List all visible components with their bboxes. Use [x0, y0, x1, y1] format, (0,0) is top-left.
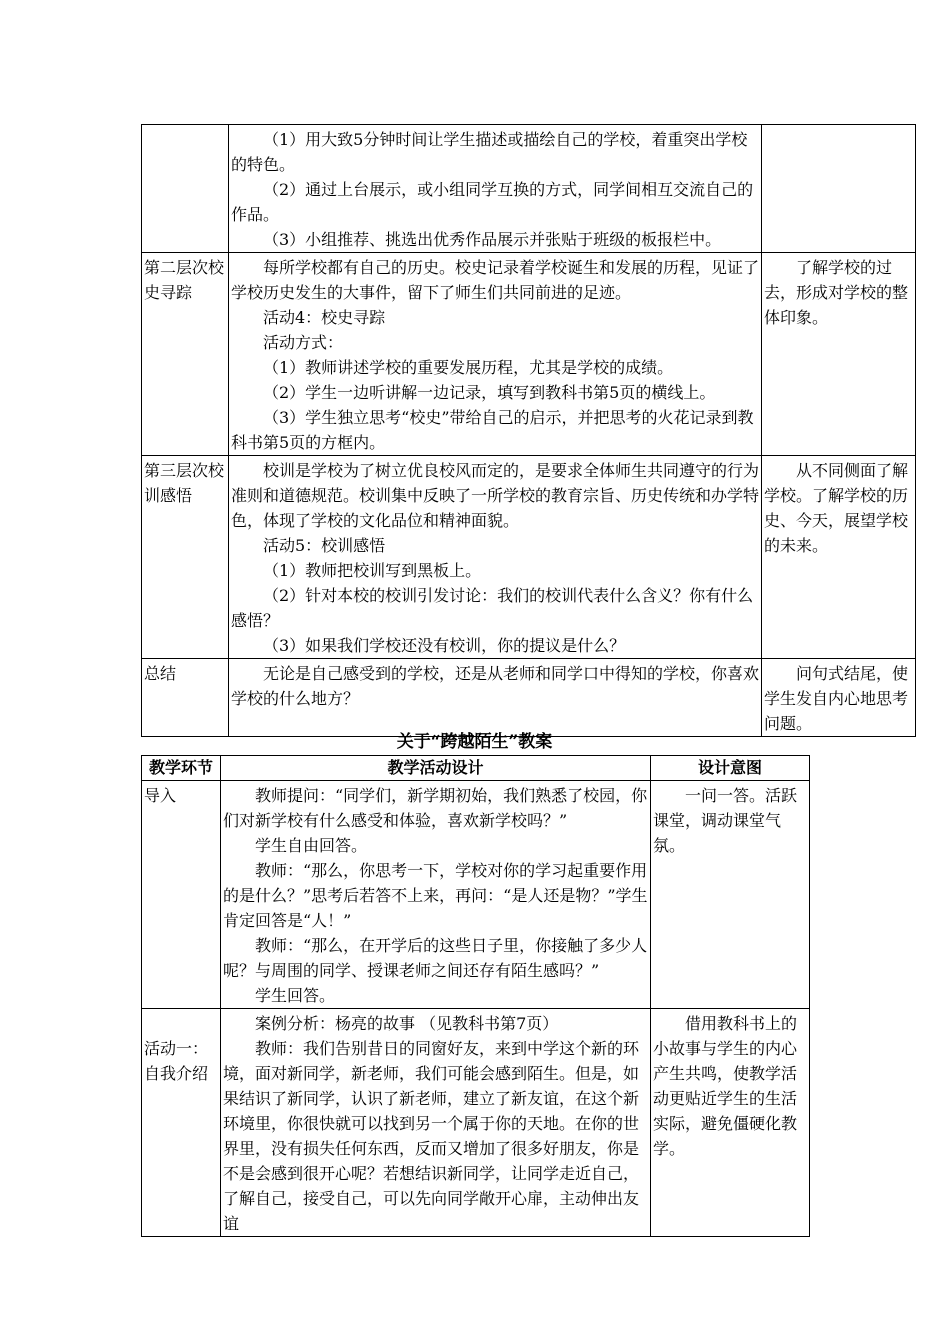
table-row [142, 659, 916, 737]
stage-cell: 第三层次校训感悟 [142, 456, 229, 659]
document-title: 关于“跨越陌生”教案 [396, 732, 553, 752]
activity-paragraph: 活动方式： [263, 333, 344, 352]
activity-paragraph: （1）教师讲述学校的重要发展历程，尤其是学校的成绩。 [263, 358, 674, 377]
activity-cell [221, 781, 651, 1009]
intent-cell: 从不同侧面了解学校。了解学校的历史、今天，展望学校的未来。 [762, 456, 916, 659]
column-header-stage: 教学环节 [142, 756, 221, 781]
activity-paragraph: 活动5：校训感悟 [263, 536, 386, 555]
intent-cell: 问句式结尾，使学生发自内心地思考问题。 [762, 659, 916, 737]
table-row [142, 1009, 810, 1237]
activity-paragraph: 教师：“那么，在开学后的这些日子里，你接触了多少人呢？与周围的同学、授课老师之间还存有陌生感吗？” [223, 936, 648, 980]
stage-cell: 导入 [142, 781, 221, 1009]
table-row [142, 781, 810, 1009]
table-row [142, 253, 916, 456]
activity-paragraph: 无论是自己感受到的学校，还是从老师和同学口中得知的学校，你喜欢学校的什么地方？ [231, 664, 760, 708]
activity-paragraph: 教师：我们告别昔日的同窗好友，来到中学这个新的环境，面对新同学，新老师，我们可能会感到陌生。但是，如果结识了新同学，认识了新老师，建立了新友谊，在这个新环境里，你很快就可以找到另一个属于你的天地。在你的世界里，没有损失任何东西，反而又增加了很多好朋友，你是不是会感到很开心呢？若想结识新同学，让同学走近自己，了解自己，接受自己，可以先向同学敞开心扉，主动伸出友谊 [223, 1039, 640, 1233]
lesson-table-continued [141, 124, 916, 737]
activity-paragraph: （3）如果我们学校还没有校训，你的提议是什么？ [263, 636, 626, 655]
activity-cell [229, 125, 762, 253]
activity-paragraph: 教师提问：“同学们，新学期初始，我们熟悉了校园，你们对新学校有什么感受和体验，喜欢新学校吗？” [223, 786, 648, 830]
stage-cell: 第二层次校史寻踪 [142, 253, 229, 456]
stage-cell: 总结 [142, 659, 229, 737]
column-header-activity: 教学活动设计 [221, 756, 651, 781]
activity-paragraph: 学生自由回答。 [255, 836, 368, 855]
activity-paragraph: （2）针对本校的校训引发讨论：我们的校训代表什么含义？你有什么感悟？ [231, 586, 754, 630]
activity-paragraph: 案例分析：杨亮的故事 （见教科书第7页） [255, 1014, 559, 1033]
intent-cell: 借用教科书上的小故事与学生的内心产生共鸣，使教学活动更贴近学生的生活实际，避免僵硬化教学。 [651, 1009, 810, 1237]
activity-cell [221, 1009, 651, 1237]
intent-cell: 一问一答。活跃课堂，调动课堂气氛。 [651, 781, 810, 1009]
stage-cell [142, 125, 229, 253]
activity-paragraph: （2）通过上台展示，或小组同学互换的方式，同学间相互交流自己的作品。 [231, 180, 754, 224]
intent-cell: 了解学校的过去，形成对学校的整体印象。 [762, 253, 916, 456]
activity-cell [229, 659, 762, 737]
column-header-intent: 设计意图 [651, 756, 810, 781]
table-row [142, 456, 916, 659]
activity-paragraph: 活动4：校史寻踪 [263, 308, 386, 327]
activity-paragraph: （3）学生独立思考“校史”带给自己的启示，并把思考的火花记录到教科书第5页的方框内。 [231, 408, 754, 452]
intent-cell [762, 125, 916, 253]
activity-paragraph: 学生回答。 [255, 986, 336, 1005]
table-row [142, 125, 916, 253]
table-header-row [142, 756, 810, 781]
activity-paragraph: 校训是学校为了树立优良校风而定的，是要求全体师生共同遵守的行为准则和道德规范。校训集中反映了一所学校的教育宗旨、历史传统和办学特色，体现了学校的文化品位和精神面貌。 [231, 461, 760, 530]
activity-paragraph: 每所学校都有自己的历史。校史记录着学校诞生和发展的历程，见证了学校历史发生的大事件，留下了师生们共同前进的足迹。 [231, 258, 760, 302]
lesson-plan-table [141, 755, 810, 1237]
activity-cell [229, 253, 762, 456]
activity-cell [229, 456, 762, 659]
stage-cell: 活动一：自我介绍 [142, 1009, 221, 1237]
activity-paragraph: （3）小组推荐、挑选出优秀作品展示并张贴于班级的板报栏中。 [263, 230, 722, 249]
activity-paragraph: （1）教师把校训写到黑板上。 [263, 561, 482, 580]
activity-paragraph: （2）学生一边听讲解一边记录，填写到教科书第5页的横线上。 [263, 383, 716, 402]
activity-paragraph: 教师：“那么，你思考一下，学校对你的学习起重要作用的是什么？”思考后若答不上来，再问：“是人还是物？”学生肯定回答是“人！” [223, 861, 648, 930]
activity-paragraph: （1）用大致5分钟时间让学生描述或描绘自己的学校，着重突出学校的特色。 [231, 130, 748, 174]
